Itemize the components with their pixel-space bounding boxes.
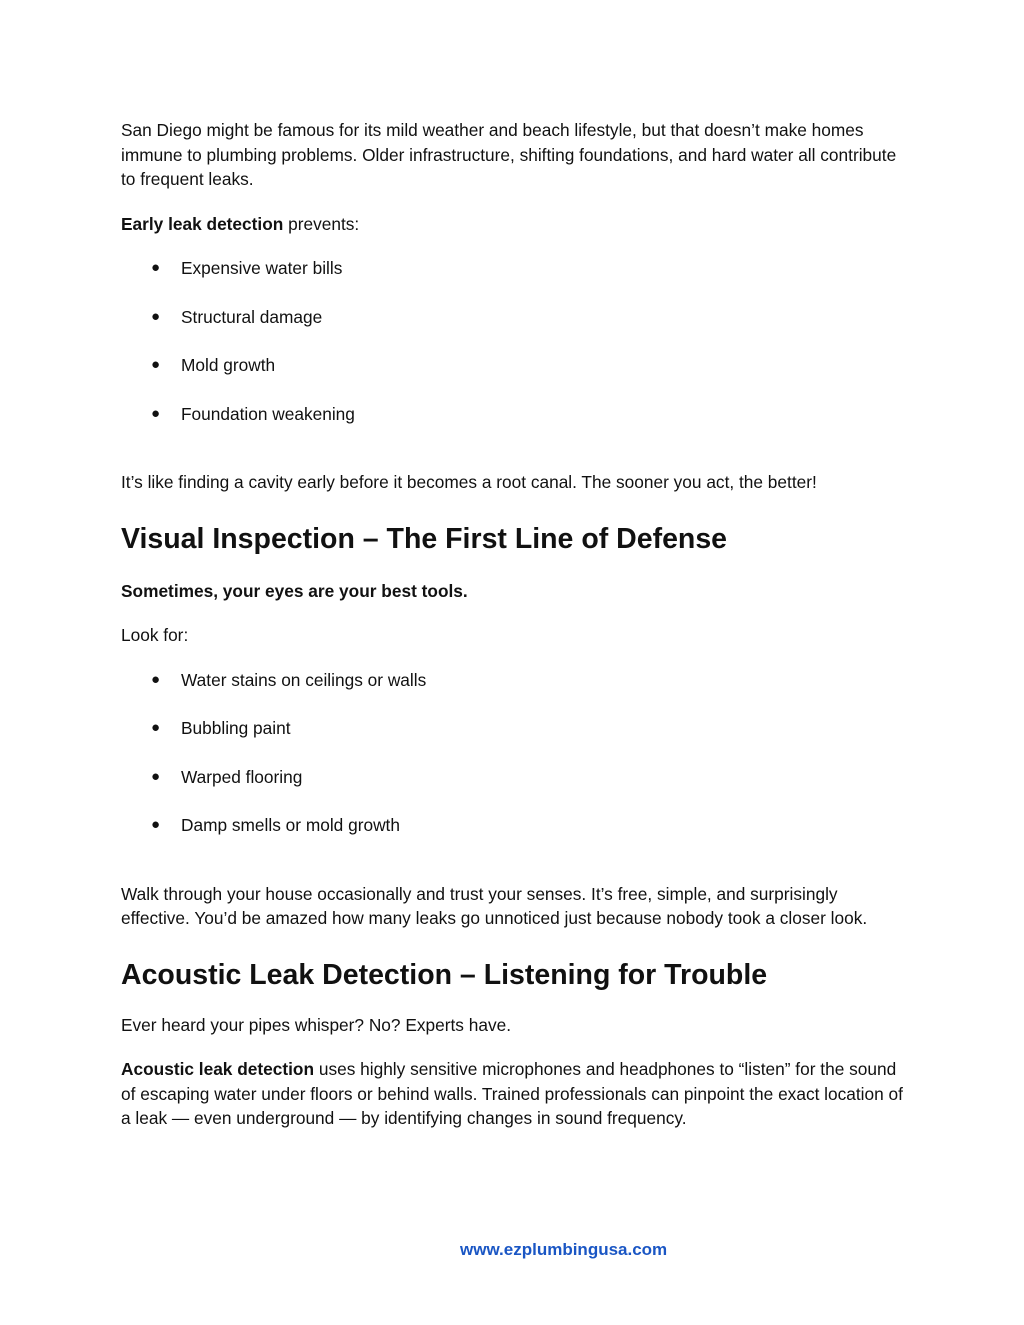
visual-closing-paragraph: Walk through your house occasionally and trust your senses. It’s free, simple, and surprisingly effective. You’d be amazed how many leaks go unnoticed just because nobody took a closer look.	[121, 883, 868, 928]
list-item	[121, 765, 911, 790]
prevents-lead	[121, 212, 911, 237]
section-heading-acoustic: Acoustic Leak Detection – Listening for Trouble	[121, 958, 768, 991]
analogy-paragraph: It’s like finding a cavity early before it becomes a root canal. The sooner you act, the better!	[121, 472, 817, 492]
list-item-text: Bubbling paint	[181, 718, 291, 738]
list-item-text: Warped flooring	[181, 766, 303, 787]
footer-website-link[interactable]: www.ezplumbingusa.com	[460, 1240, 668, 1259]
bullet-icon: ●	[151, 719, 161, 736]
visual-signs-list	[121, 668, 911, 838]
intro-paragraph: San Diego might be famous for its mild weather and beach lifestyle, but that doesn’t make homes immune to plumbing problems. Older infrastructure, shifting foundations, and hard water all contribute to frequent leaks.	[121, 120, 897, 189]
list-item	[121, 353, 911, 378]
bullet-icon: ●	[151, 307, 161, 325]
list-item-text: Structural damage	[181, 306, 323, 327]
visual-subhead-bold: Sometimes, your eyes are your best tools.	[121, 580, 468, 601]
bullet-icon: ●	[151, 356, 161, 373]
prevents-lead-bold: Early leak detection	[121, 213, 284, 234]
document-body	[121, 118, 911, 1131]
list-item-text: Mold growth	[181, 355, 276, 375]
list-item	[121, 305, 911, 330]
list-item-text: Damp smells or mold growth	[181, 815, 400, 835]
bullet-icon: ●	[151, 404, 161, 422]
acoustic-rest: uses highly sensitive microphones and headphones to “listen” for the sound of escaping water under floors or behind walls. Trained professionals can pinpoint the exact location of a leak — even underground — by identifying changes in sound frequency.	[121, 1059, 903, 1128]
prevents-lead-rest: prevents:	[283, 213, 360, 234]
list-item-text: Water stains on ceilings or walls	[181, 669, 427, 690]
look-for-label: Look for:	[121, 625, 189, 645]
bullet-icon: ●	[151, 816, 161, 833]
list-item	[121, 668, 911, 693]
list-item-text: Foundation weakening	[181, 403, 355, 424]
acoustic-bold: Acoustic leak detection	[121, 1059, 315, 1079]
list-item	[121, 402, 911, 427]
section-heading-visual: Visual Inspection – The First Line of Defense	[121, 522, 728, 555]
list-item	[121, 716, 911, 741]
bullet-icon: ●	[151, 767, 161, 785]
list-item	[121, 813, 911, 838]
acoustic-paragraph	[121, 1057, 911, 1131]
list-item	[121, 256, 911, 281]
visual-subhead	[121, 579, 911, 604]
bullet-icon: ●	[151, 670, 161, 688]
acoustic-intro: Ever heard your pipes whisper? No? Experts have.	[121, 1014, 511, 1035]
bullet-icon: ●	[151, 259, 161, 276]
list-item-text: Expensive water bills	[181, 258, 343, 278]
prevents-list	[121, 256, 911, 426]
